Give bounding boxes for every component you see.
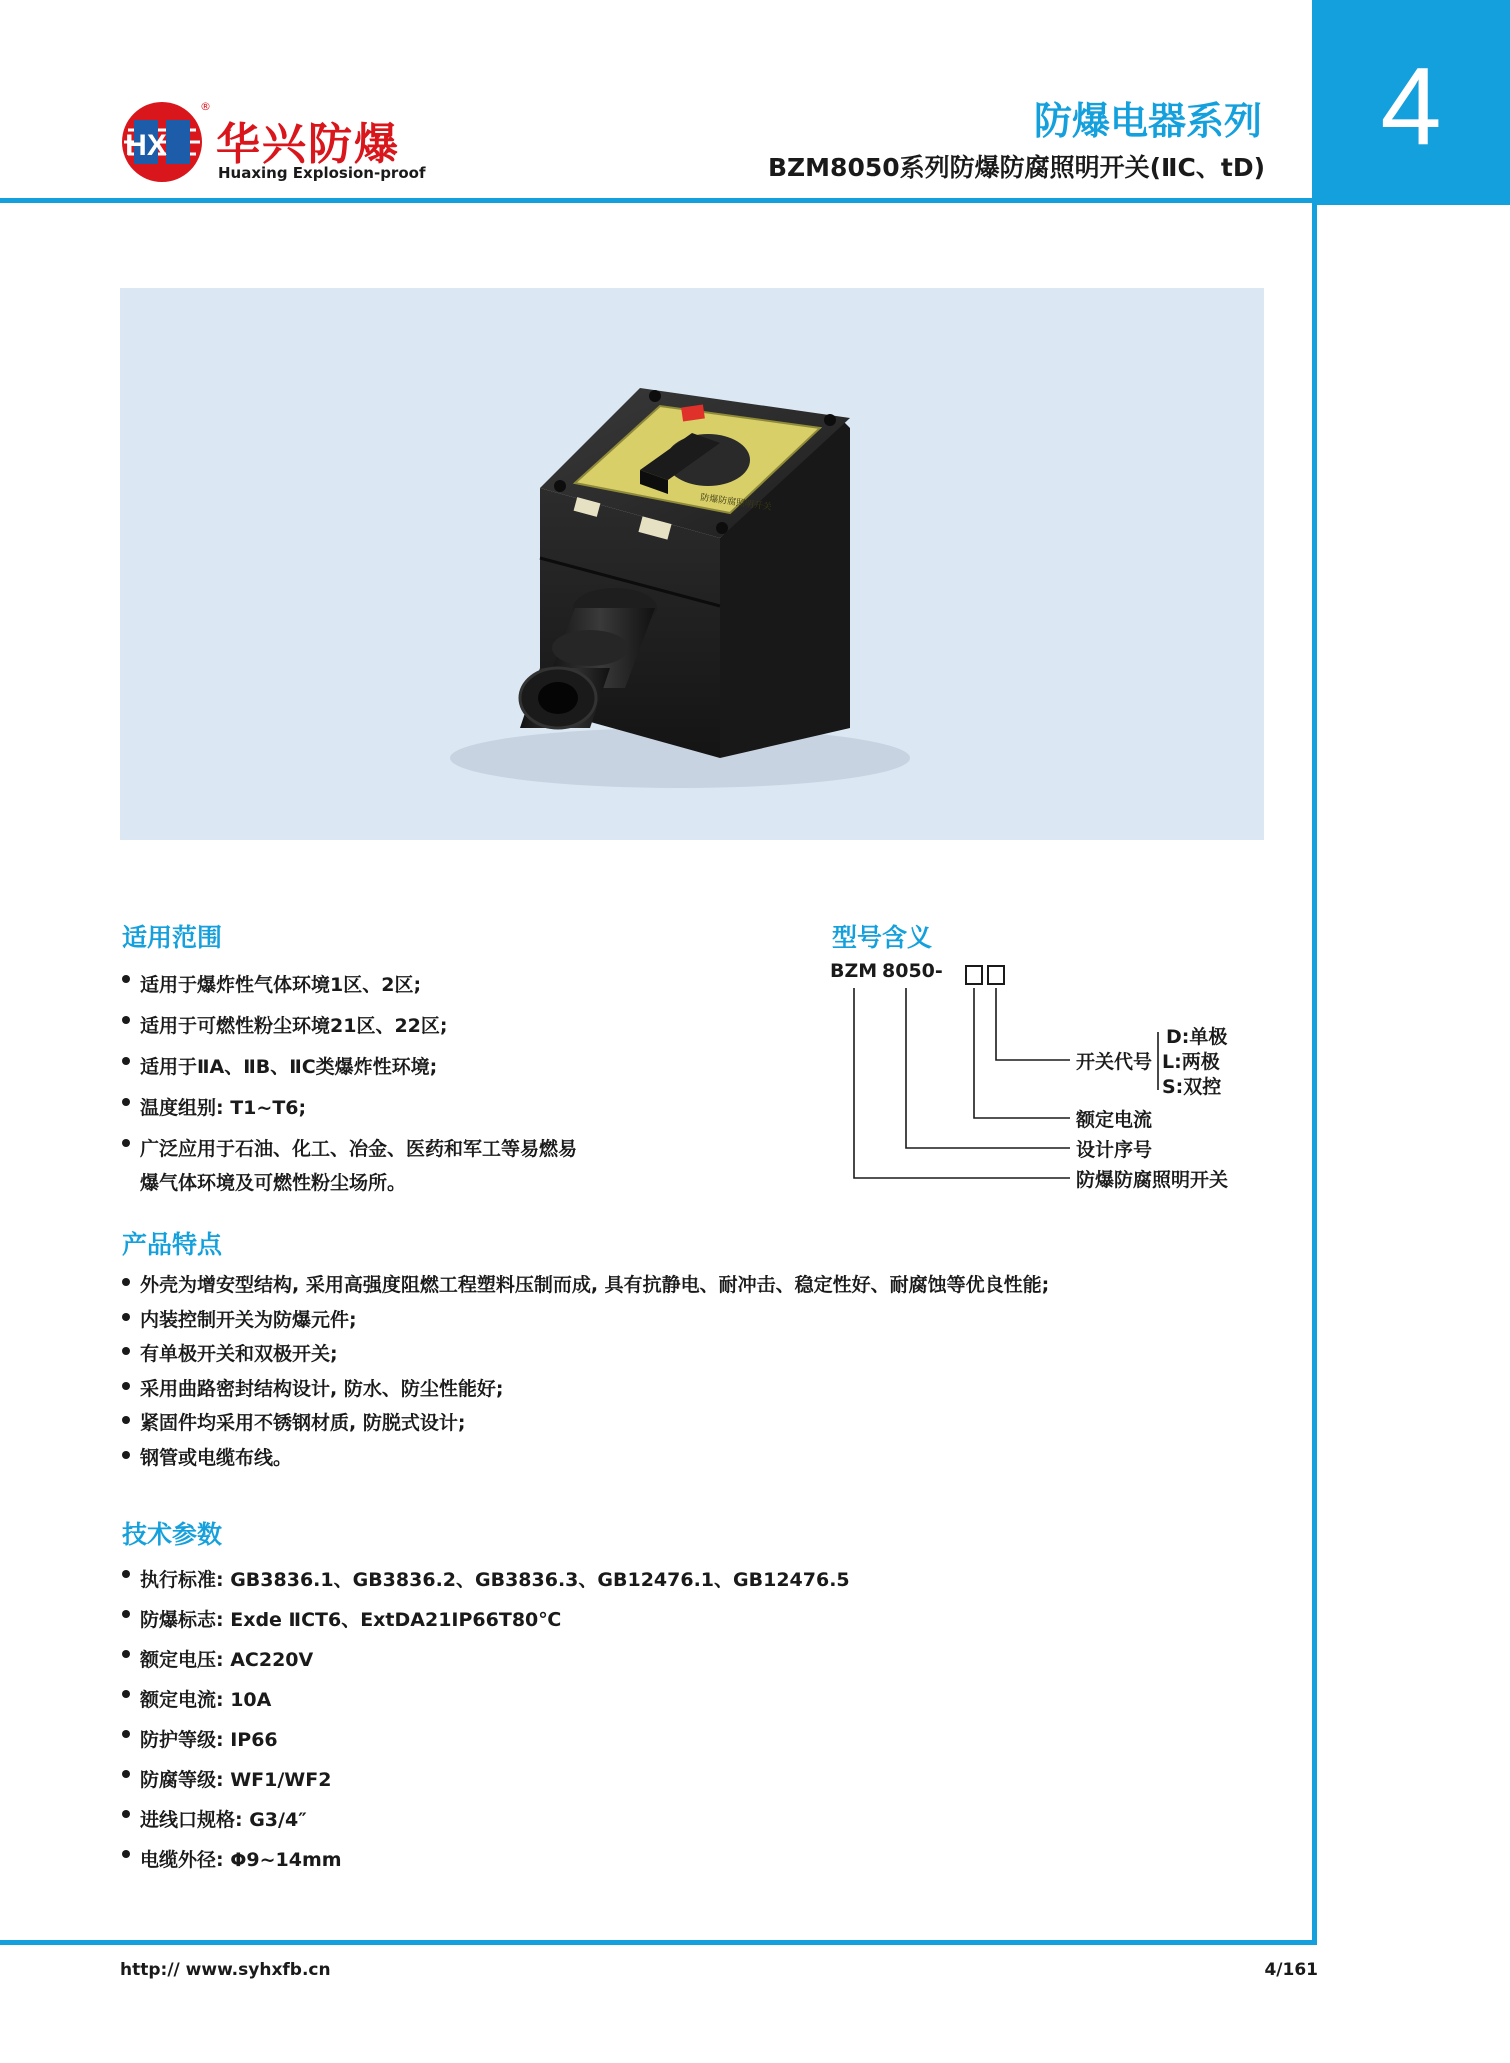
brand-name-cn: 华兴防爆 [216,119,400,170]
list-item: 额定电压: AC220V [122,1640,850,1680]
list-item: 内装控制开关为防爆元件; [122,1303,1049,1338]
scope-heading: 适用范围 [122,923,223,952]
list-item: 有单极开关和双极开关; [122,1337,1049,1372]
brand-name-en: Huaxing Explosion-proof [218,164,426,182]
option-single: D:单极 [1166,1026,1228,1048]
switch-code-label: 开关代号 [1076,1051,1153,1073]
model-prefix: BZM [830,960,878,982]
brand-logo [120,100,426,190]
list-item: 防护等级: IP66 [122,1720,850,1760]
scope-item-5-line1: 广泛应用于石油、化工、冶金、医药和军工等易燃易 [140,1138,578,1160]
specs-list [122,1560,850,1880]
side-rule [1312,205,1317,1945]
product-title: BZM8050系列防爆防腐照明开关(ⅡC、tD) [767,153,1265,182]
list-item: 紧固件均采用不锈钢材质, 防脱式设计; [122,1406,1049,1441]
panel-label: 防爆防腐照明开关 [699,493,773,513]
list-item: 适用于可燃性粉尘环境21区、22区; [122,1006,577,1047]
list-item: 防爆标志: Exde ⅡCT6、ExtDA21IP66T80℃ [122,1600,850,1640]
design-serial-label: 设计序号 [1076,1139,1153,1161]
list-item: 温度组别: T1~T6; [122,1088,577,1129]
list-item: 额定电流: 10A [122,1680,850,1720]
specs-heading: 技术参数 [122,1520,223,1549]
model-diagram [830,950,1250,1200]
list-item: 进线口规格: G3/4″ [122,1800,850,1840]
option-dual-control: S:双控 [1162,1076,1222,1098]
list-item: 防腐等级: WF1/WF2 [122,1760,850,1800]
features-list [122,1268,1049,1475]
footer-rule [0,1940,1317,1945]
list-item: 适用于ⅡA、ⅡB、ⅡC类爆炸性环境; [122,1047,577,1088]
scope-item-5-line2: 爆气体环境及可燃性粉尘场所。 [140,1172,407,1194]
chapter-number: 4 [1380,45,1442,168]
registered-mark: ® [200,100,211,113]
logo-letter-h: HX [125,129,167,162]
brand-logo-icon [120,100,204,184]
list-item: 适用于爆炸性气体环境1区、2区; [122,965,577,1006]
option-double: L:两极 [1162,1051,1220,1073]
features-heading: 产品特点 [122,1230,223,1259]
website-link[interactable]: http:// www.syhxfb.cn [120,1960,331,1980]
rated-current-label: 额定电流 [1076,1109,1153,1131]
product-photo [120,288,1264,840]
model-heading: 型号含义 [832,923,933,952]
scope-list [122,965,577,1200]
header-rule [0,198,1312,203]
list-item: 钢管或电缆布线。 [122,1441,1049,1476]
list-item: 执行标准: GB3836.1、GB3836.2、GB3836.3、GB12476.1、GB12476.5 [122,1560,850,1600]
list-item: 外壳为增安型结构, 采用高强度阻燃工程塑料压制而成, 具有抗静电、耐冲击、稳定性好、耐腐蚀等优良性能; [122,1268,1049,1303]
list-item [122,1129,577,1200]
list-item: 电缆外径: Φ9~14mm [122,1840,850,1880]
list-item: 采用曲路密封结构设计, 防水、防尘性能好; [122,1372,1049,1407]
switch-illustration [120,288,1264,840]
page-number: 4/161 [1264,1960,1318,1980]
model-number: 8050- [882,960,943,982]
product-name-label: 防爆防腐照明开关 [1076,1169,1229,1191]
series-title: 防爆电器系列 [1033,99,1262,143]
